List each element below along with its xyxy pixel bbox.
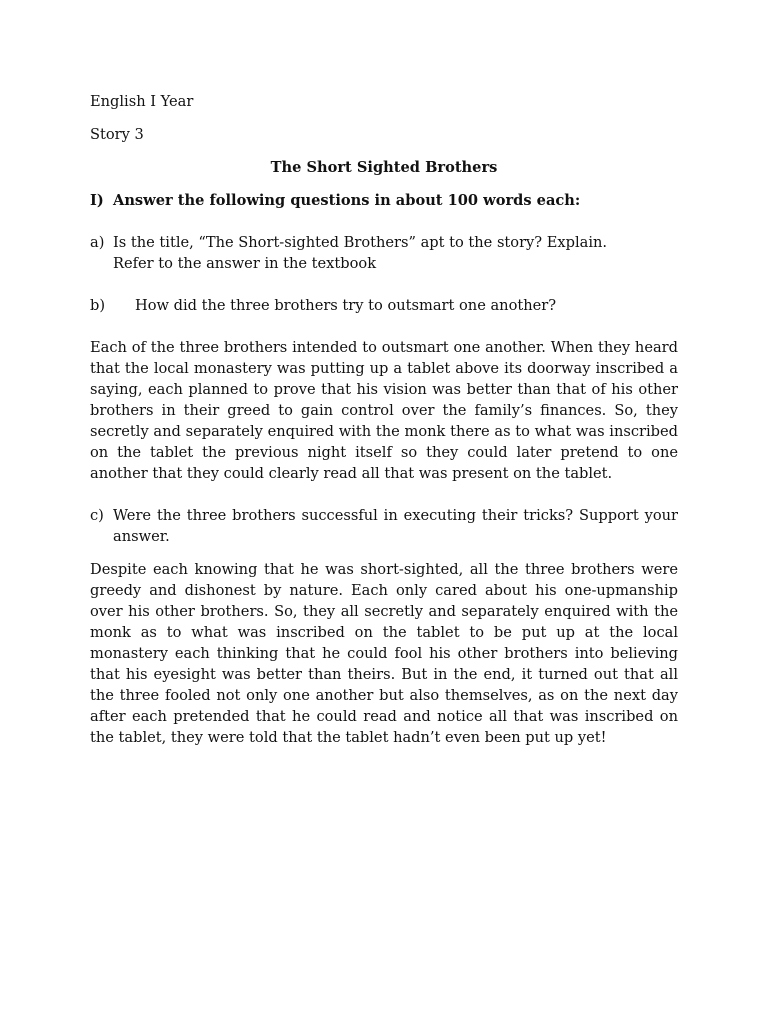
question-b-letter: b)	[90, 297, 106, 314]
question-a	[90, 232, 678, 253]
document-title: The Short Sighted Brothers	[270, 159, 498, 176]
question-c-letter: c)	[90, 507, 104, 524]
section-number: I)	[90, 192, 104, 209]
question-a-note: Refer to the answer in the textbook	[113, 255, 377, 272]
document-content	[90, 91, 678, 769]
question-c-text: Were the three brothers successful in executing their tricks? Support your answer.	[113, 507, 678, 545]
answer-b: Each of the three brothers intended to outsmart one another. When they heard that the local monastery was putting up a tablet above its doorway inscribed a saying, each planned to prove that his vision was better than that of his other brothers in their greed to gain control over the family’s finances. So, they secretly and separately enquired with the monk there as to what was inscribed on the tablet the previous night itself so they could later pretend to one another that they could clearly read all that was present on the tablet.	[90, 339, 678, 482]
section-heading	[90, 190, 678, 211]
question-b-text: How did the three brothers try to outsmart one another?	[135, 297, 557, 314]
course-label: English I Year	[90, 93, 194, 110]
question-a-letter: a)	[90, 234, 105, 251]
answer-c: Despite each knowing that he was short-sighted, all the three brothers were greedy and dishonest by nature. Each only cared about his one-upmanship over his other brothers. So, they all secretly and separately enquired with the monk as to what was inscribed on the tablet to be put up at the local monastery each thinking that he could fool his other brothers into believing that his eyesight was better than theirs. But in the end, it turned out that all the three fooled not only one another but also themselves, as on the next day after each pretended that he could read and notice all that was inscribed on the tablet, they were told that the tablet hadn’t even been put up yet!	[90, 561, 678, 746]
question-b	[90, 295, 678, 316]
story-label: Story 3	[90, 126, 144, 143]
question-a-text: Is the title, “The Short-sighted Brothers” apt to the story? Explain.	[113, 234, 608, 251]
section-heading-text: Answer the following questions in about 100 words each:	[113, 192, 581, 209]
question-c	[90, 505, 678, 547]
